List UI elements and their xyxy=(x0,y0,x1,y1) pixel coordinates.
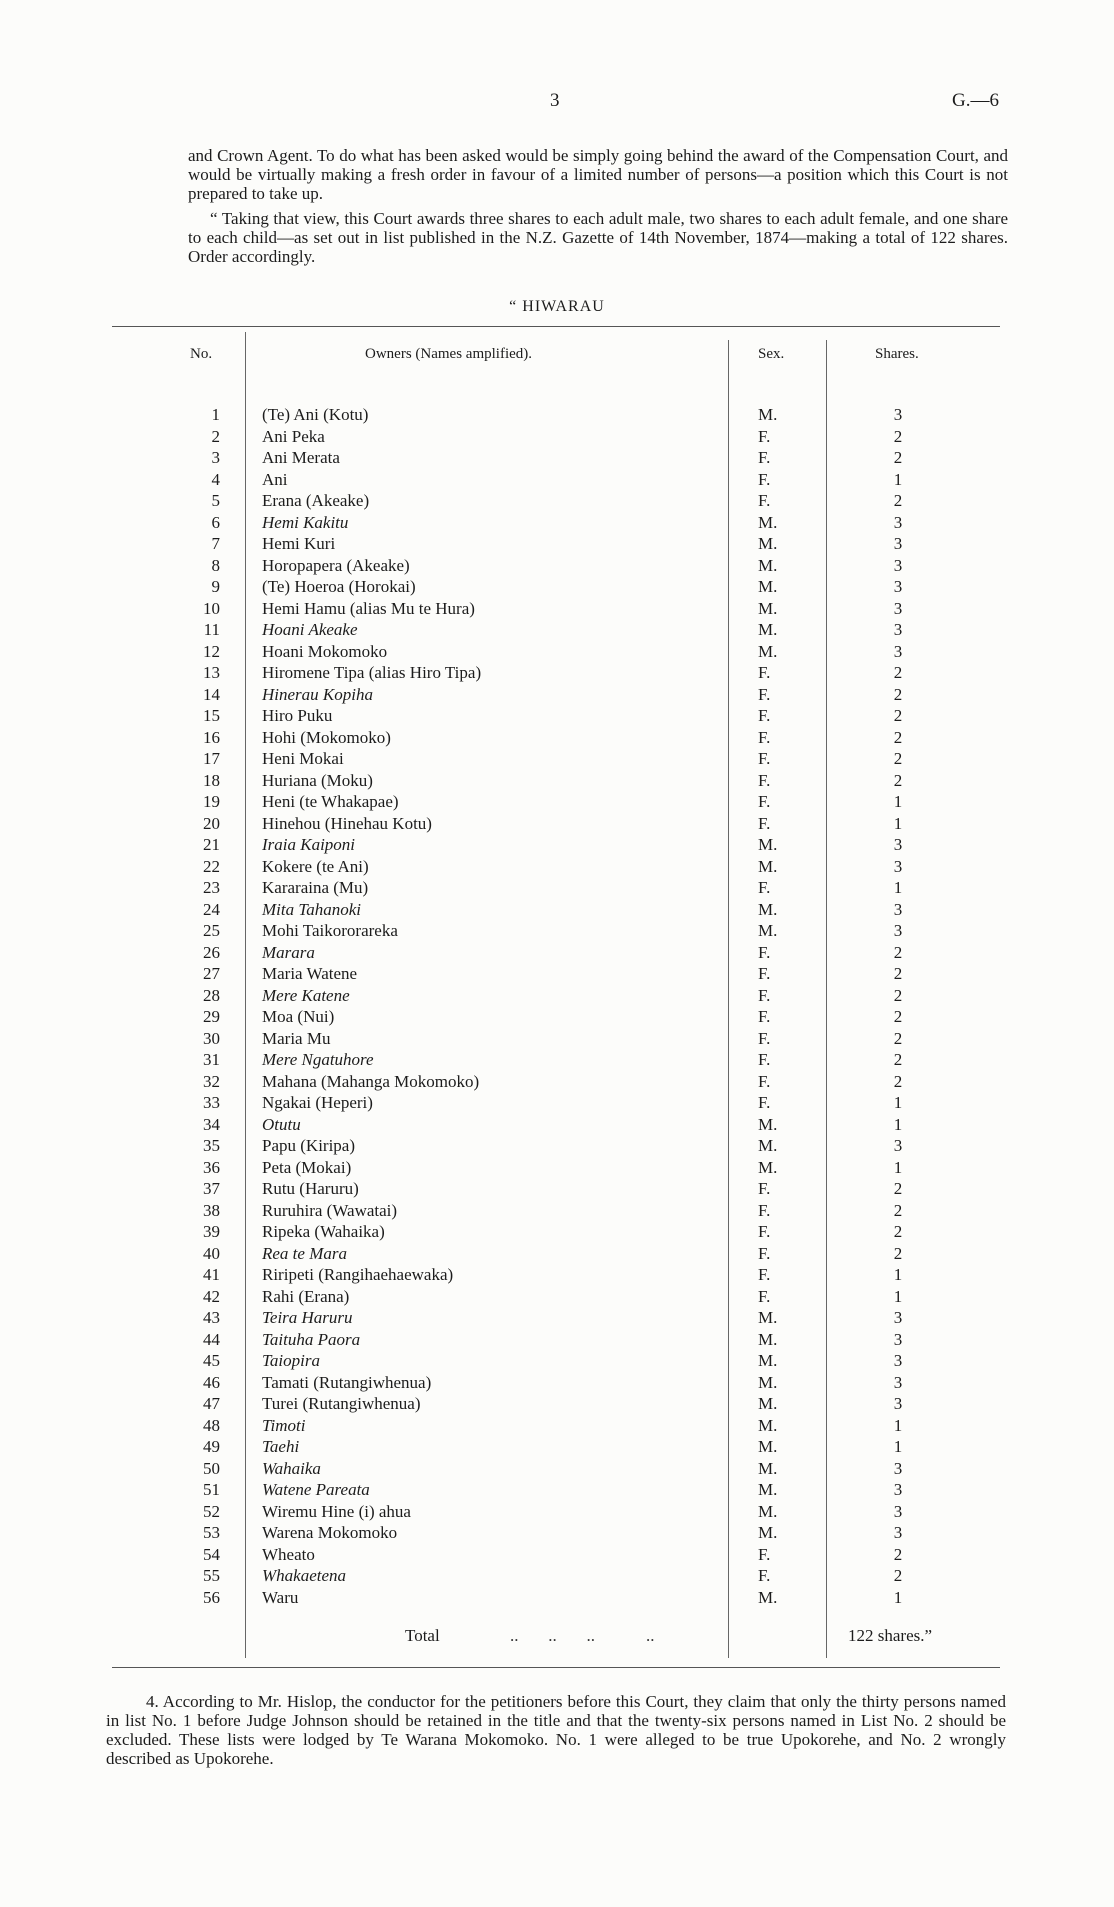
owner-shares: 1 xyxy=(893,1265,903,1284)
owner-name: Taehi xyxy=(262,1437,300,1456)
owner-name: Ani Merata xyxy=(262,448,340,467)
owner-shares: 3 xyxy=(893,577,903,596)
table-row xyxy=(0,1135,1114,1157)
table-row xyxy=(0,447,1114,469)
owner-shares: 1 xyxy=(893,813,903,833)
owner-shares: 2 xyxy=(893,663,903,682)
owner-name: Ngakai (Heperi) xyxy=(262,1093,373,1112)
owner-shares: 3 xyxy=(893,512,903,532)
owner-sex: F. xyxy=(758,448,771,467)
owner-sex: F. xyxy=(758,1050,771,1069)
row-number: 51 xyxy=(203,1480,220,1499)
owner-shares: 2 xyxy=(893,1071,903,1091)
owner-name: Wiremu Hine (i) ahua xyxy=(262,1501,411,1521)
owner-shares: 2 xyxy=(893,1566,903,1585)
table-row xyxy=(0,963,1114,985)
owner-shares: 3 xyxy=(893,1329,903,1349)
owner-name: Riripeti (Rangihaehaewaka) xyxy=(262,1265,454,1284)
table-row xyxy=(0,598,1114,620)
table-row xyxy=(0,662,1114,684)
table-row xyxy=(0,1178,1114,1200)
page-number: 3 xyxy=(550,90,560,111)
row-number: 39 xyxy=(203,1222,220,1241)
row-number: 29 xyxy=(203,1007,220,1026)
owner-shares: 3 xyxy=(893,1523,903,1542)
owner-name: Ripeka (Wahaika) xyxy=(262,1222,385,1241)
owner-shares: 2 xyxy=(893,727,903,747)
table-row xyxy=(0,1071,1114,1093)
owner-name: Rahi (Erana) xyxy=(262,1286,350,1306)
row-number: 34 xyxy=(203,1114,220,1134)
owner-sex: F. xyxy=(758,469,771,489)
header-sex: Sex. xyxy=(758,346,785,362)
owner-name: Taituha Paora xyxy=(262,1329,361,1349)
table-row xyxy=(0,1587,1114,1609)
table-row xyxy=(0,1393,1114,1415)
table-row xyxy=(0,1372,1114,1394)
document-reference: G.—6 xyxy=(952,90,999,111)
row-number: 22 xyxy=(203,856,220,876)
row-number: 20 xyxy=(203,813,220,833)
table-row xyxy=(0,684,1114,706)
owner-name: Mere Ngatuhore xyxy=(262,1050,374,1069)
owner-sex: M. xyxy=(758,1523,778,1542)
table-row xyxy=(0,985,1114,1007)
owner-shares: 3 xyxy=(893,405,903,424)
owner-name: (Te) Hoeroa (Horokai) xyxy=(262,577,416,596)
row-number: 41 xyxy=(203,1265,220,1284)
owner-name: Moa (Nui) xyxy=(262,1007,335,1026)
owner-sex: M. xyxy=(758,1308,778,1327)
owner-sex: F. xyxy=(758,426,771,446)
row-number: 36 xyxy=(203,1157,220,1177)
owner-sex: F. xyxy=(758,1265,771,1284)
row-number: 2 xyxy=(211,426,220,446)
owner-shares: 2 xyxy=(893,1222,903,1241)
table-row xyxy=(0,1329,1114,1351)
table-row xyxy=(0,1307,1114,1329)
table-row xyxy=(0,1200,1114,1222)
row-number: 9 xyxy=(211,577,220,596)
owner-sex: M. xyxy=(758,835,778,854)
row-number: 19 xyxy=(203,792,220,811)
owner-sex: F. xyxy=(758,792,771,811)
row-number: 48 xyxy=(203,1415,220,1435)
table-top-rule xyxy=(112,326,1000,327)
owners-table-body xyxy=(0,404,1114,1608)
owner-shares: 1 xyxy=(893,1415,903,1435)
owner-name: Whakaetena xyxy=(262,1566,347,1585)
table-row xyxy=(0,490,1114,512)
owner-name: Mahana (Mahanga Mokomoko) xyxy=(262,1071,480,1091)
owner-name: Wahaika xyxy=(262,1458,321,1478)
owner-name: Hoani Akeake xyxy=(262,620,358,639)
owner-shares: 3 xyxy=(893,835,903,854)
table-row xyxy=(0,1544,1114,1566)
row-number: 1 xyxy=(211,405,220,424)
owner-shares: 1 xyxy=(893,1587,903,1607)
row-number: 15 xyxy=(203,706,220,725)
owner-shares: 2 xyxy=(893,706,903,725)
row-number: 27 xyxy=(203,964,220,983)
table-row xyxy=(0,404,1114,426)
owner-name: Iraia Kaiponi xyxy=(262,835,356,854)
owner-shares: 1 xyxy=(893,469,903,489)
owner-shares: 1 xyxy=(893,878,903,897)
row-number: 42 xyxy=(203,1286,220,1306)
row-number: 40 xyxy=(203,1243,220,1263)
table-row xyxy=(0,555,1114,577)
owner-shares: 2 xyxy=(893,942,903,962)
row-number: 12 xyxy=(203,641,220,661)
owner-sex: M. xyxy=(758,1329,778,1349)
owner-shares: 2 xyxy=(893,1243,903,1263)
row-number: 50 xyxy=(203,1458,220,1478)
paragraph-3: 4. According to Mr. Hislop, the conductor for the petitioners before this Court, they claim that only the thirty persons named in list No. 1 before Judge Johnson should be retained in the title and that the twenty-six persons named in List No. 2 should be excluded. These lists were lodged by Te Warana Mokomoko. No. 1 were alleged to be true Upokorehe, and No. 2 wrongly described as Upokorehe. xyxy=(106,1692,1006,1768)
owner-sex: F. xyxy=(758,663,771,682)
row-number: 21 xyxy=(203,835,220,854)
owner-name: Heni Mokai xyxy=(262,749,344,768)
owner-shares: 2 xyxy=(893,749,903,768)
owner-shares: 3 xyxy=(893,1372,903,1392)
owner-sex: M. xyxy=(758,1157,778,1177)
owner-shares: 3 xyxy=(893,899,903,919)
owner-name: Mita Tahanoki xyxy=(262,899,362,919)
owner-shares: 1 xyxy=(893,792,903,811)
row-number: 18 xyxy=(203,770,220,790)
owner-sex: F. xyxy=(758,942,771,962)
owner-shares: 2 xyxy=(893,684,903,704)
row-number: 30 xyxy=(203,1028,220,1048)
owner-sex: M. xyxy=(758,1501,778,1521)
table-row xyxy=(0,1415,1114,1437)
owner-name: Waru xyxy=(262,1587,299,1607)
table-row xyxy=(0,748,1114,770)
owner-shares: 2 xyxy=(893,1200,903,1220)
owner-sex: F. xyxy=(758,1286,771,1306)
row-number: 44 xyxy=(203,1329,220,1349)
table-row xyxy=(0,705,1114,727)
row-number: 31 xyxy=(203,1050,220,1069)
owner-sex: M. xyxy=(758,405,778,424)
row-number: 49 xyxy=(203,1437,220,1456)
owner-shares: 2 xyxy=(893,985,903,1005)
owner-sex: F. xyxy=(758,1179,771,1198)
owner-name: Hiro Puku xyxy=(262,706,333,725)
owner-name: Hemi Kuri xyxy=(262,534,336,553)
table-row xyxy=(0,1157,1114,1179)
owner-shares: 3 xyxy=(893,641,903,661)
row-number: 16 xyxy=(203,727,220,747)
owner-shares: 3 xyxy=(893,1480,903,1499)
owner-shares: 1 xyxy=(893,1286,903,1306)
table-row xyxy=(0,1522,1114,1544)
row-number: 33 xyxy=(203,1093,220,1112)
row-number: 53 xyxy=(203,1523,220,1542)
row-number: 35 xyxy=(203,1136,220,1155)
owner-name: Papu (Kiripa) xyxy=(262,1136,356,1155)
owner-name: Kokere (te Ani) xyxy=(262,856,369,876)
row-number: 45 xyxy=(203,1351,220,1370)
owner-sex: M. xyxy=(758,921,778,940)
owner-shares: 2 xyxy=(893,1028,903,1048)
table-bottom-rule xyxy=(112,1667,1000,1668)
table-row xyxy=(0,770,1114,792)
owner-sex: F. xyxy=(758,985,771,1005)
owner-name: Otutu xyxy=(262,1114,301,1134)
owner-shares: 2 xyxy=(893,491,903,510)
owner-name: Turei (Rutangiwhenua) xyxy=(262,1394,421,1413)
owner-sex: M. xyxy=(758,1136,778,1155)
owner-name: Taiopira xyxy=(262,1351,320,1370)
table-row xyxy=(0,1243,1114,1265)
owner-shares: 3 xyxy=(893,1501,903,1521)
table-row xyxy=(0,899,1114,921)
owner-shares: 3 xyxy=(893,1308,903,1327)
row-number: 5 xyxy=(211,491,220,510)
owner-sex: F. xyxy=(758,770,771,790)
table-row xyxy=(0,512,1114,534)
row-number: 3 xyxy=(211,448,220,467)
owner-shares: 1 xyxy=(893,1093,903,1112)
table-row xyxy=(0,1006,1114,1028)
owner-sex: M. xyxy=(758,1458,778,1478)
owner-sex: F. xyxy=(758,1093,771,1112)
owner-name: Watene Pareata xyxy=(262,1480,370,1499)
owner-name: Heni (te Whakapae) xyxy=(262,792,399,811)
total-leader-dots: .. .. .. .. xyxy=(510,1626,655,1645)
owner-sex: M. xyxy=(758,577,778,596)
owner-name: Maria Watene xyxy=(262,964,358,983)
table-row xyxy=(0,1264,1114,1286)
table-row xyxy=(0,1028,1114,1050)
owner-name: Rea te Mara xyxy=(262,1243,347,1263)
owner-name: Timoti xyxy=(262,1415,306,1435)
owner-shares: 2 xyxy=(893,1050,903,1069)
owner-name: Hoani Mokomoko xyxy=(262,641,388,661)
row-number: 17 xyxy=(203,749,220,768)
row-number: 26 xyxy=(203,942,220,962)
owner-sex: M. xyxy=(758,1351,778,1370)
table-row xyxy=(0,877,1114,899)
owner-name: Warena Mokomoko xyxy=(262,1523,398,1542)
owner-shares: 1 xyxy=(893,1114,903,1134)
owner-name: Hinehou (Hinehau Kotu) xyxy=(262,813,432,833)
paragraph-2: “ Taking that view, this Court awards three shares to each adult male, two shares to each adult female, and one share to each child—as set out in list published in the N.Z. Gazette of 14th November, 1874—making a total of 122 shares. Order accordingly. xyxy=(188,209,1008,266)
row-number: 7 xyxy=(211,534,220,553)
owner-sex: F. xyxy=(758,727,771,747)
owner-sex: F. xyxy=(758,1222,771,1241)
row-number: 46 xyxy=(203,1372,220,1392)
owner-name: (Te) Ani (Kotu) xyxy=(262,405,369,424)
paragraph-1: and Crown Agent. To do what has been asked would be simply going behind the award of the Compensation Court, and would be virtually making a fresh order in favour of a limited number of persons—a position which this Court is not prepared to take up. xyxy=(188,146,1008,203)
owner-sex: M. xyxy=(758,512,778,532)
owner-shares: 3 xyxy=(893,598,903,618)
owner-sex: F. xyxy=(758,1028,771,1048)
owner-sex: M. xyxy=(758,534,778,553)
owner-shares: 2 xyxy=(893,1007,903,1026)
row-number: 10 xyxy=(203,598,220,618)
row-number: 43 xyxy=(203,1308,220,1327)
table-row xyxy=(0,727,1114,749)
owner-sex: M. xyxy=(758,1480,778,1499)
table-row xyxy=(0,1286,1114,1308)
row-number: 32 xyxy=(203,1071,220,1091)
owner-sex: F. xyxy=(758,1200,771,1220)
row-number: 47 xyxy=(203,1394,220,1413)
row-number: 38 xyxy=(203,1200,220,1220)
owner-shares: 2 xyxy=(893,964,903,983)
owner-name: Huriana (Moku) xyxy=(262,770,373,790)
row-number: 54 xyxy=(203,1544,220,1564)
owner-shares: 3 xyxy=(893,856,903,876)
owner-sex: M. xyxy=(758,856,778,876)
owner-sex: M. xyxy=(758,1587,778,1607)
owner-shares: 3 xyxy=(893,921,903,940)
table-row xyxy=(0,1049,1114,1071)
table-row xyxy=(0,1350,1114,1372)
owner-sex: M. xyxy=(758,1372,778,1392)
owner-shares: 2 xyxy=(893,1544,903,1564)
table-row xyxy=(0,856,1114,878)
row-number: 24 xyxy=(203,899,220,919)
owner-name: Ani Peka xyxy=(262,426,325,446)
owner-name: Marara xyxy=(262,942,315,962)
owner-sex: F. xyxy=(758,1243,771,1263)
owner-name: Ani xyxy=(262,469,288,489)
row-number: 52 xyxy=(203,1501,220,1521)
owner-name: Tamati (Rutangiwhenua) xyxy=(262,1372,432,1392)
row-number: 13 xyxy=(203,663,220,682)
owner-name: Ruruhira (Wawatai) xyxy=(262,1200,398,1220)
owner-name: Maria Mu xyxy=(262,1028,331,1048)
total-label: Total xyxy=(405,1626,440,1645)
owner-sex: F. xyxy=(758,749,771,768)
row-number: 55 xyxy=(203,1566,220,1585)
total-value: 122 shares.” xyxy=(848,1626,933,1645)
table-title: “ HIWARAU xyxy=(509,298,605,315)
table-row xyxy=(0,1479,1114,1501)
owner-shares: 3 xyxy=(893,1136,903,1155)
owner-name: Mere Katene xyxy=(262,985,350,1005)
owner-name: Teira Haruru xyxy=(262,1308,353,1327)
owner-sex: F. xyxy=(758,684,771,704)
table-row xyxy=(0,1114,1114,1136)
table-row xyxy=(0,576,1114,598)
owner-shares: 1 xyxy=(893,1157,903,1177)
row-number: 37 xyxy=(203,1179,220,1198)
owner-sex: M. xyxy=(758,641,778,661)
owner-name: Hiromene Tipa (alias Hiro Tipa) xyxy=(262,663,482,682)
table-row xyxy=(0,619,1114,641)
owner-name: Hohi (Mokomoko) xyxy=(262,727,391,747)
owner-sex: F. xyxy=(758,1071,771,1091)
owner-sex: M. xyxy=(758,899,778,919)
owner-shares: 3 xyxy=(893,1458,903,1478)
owner-name: Hemi Kakitu xyxy=(262,512,349,532)
owner-sex: F. xyxy=(758,878,771,897)
row-number: 11 xyxy=(203,620,220,639)
owner-name: Erana (Akeake) xyxy=(262,491,370,510)
owner-sex: F. xyxy=(758,1007,771,1026)
owner-sex: M. xyxy=(758,1437,778,1456)
owner-name: Horopapera (Akeake) xyxy=(262,555,410,575)
table-row xyxy=(0,1565,1114,1587)
table-row xyxy=(0,791,1114,813)
row-number: 6 xyxy=(211,512,220,532)
owner-sex: F. xyxy=(758,1566,771,1585)
table-row xyxy=(0,834,1114,856)
owner-shares: 1 xyxy=(893,1437,903,1456)
owner-sex: M. xyxy=(758,1415,778,1435)
owner-sex: M. xyxy=(758,620,778,639)
owner-shares: 3 xyxy=(893,620,903,639)
owner-sex: M. xyxy=(758,1394,778,1413)
table-row xyxy=(0,1436,1114,1458)
table-row xyxy=(0,813,1114,835)
table-row xyxy=(0,641,1114,663)
owner-shares: 2 xyxy=(893,770,903,790)
row-number: 56 xyxy=(203,1587,220,1607)
owner-sex: F. xyxy=(758,813,771,833)
owner-sex: M. xyxy=(758,598,778,618)
owner-sex: F. xyxy=(758,491,771,510)
row-number: 23 xyxy=(203,878,220,897)
header-owners: Owners (Names amplified). xyxy=(365,346,533,362)
owner-shares: 3 xyxy=(893,1351,903,1370)
owner-name: Rutu (Haruru) xyxy=(262,1179,359,1198)
table-row xyxy=(0,942,1114,964)
owner-name: Hemi Hamu (alias Mu te Hura) xyxy=(262,598,475,618)
row-number: 14 xyxy=(203,684,220,704)
owner-shares: 2 xyxy=(893,1179,903,1198)
table-row xyxy=(0,1092,1114,1114)
table-row xyxy=(0,1501,1114,1523)
table-row xyxy=(0,469,1114,491)
owner-sex: F. xyxy=(758,706,771,725)
owner-name: Peta (Mokai) xyxy=(262,1157,352,1177)
owner-shares: 3 xyxy=(893,534,903,553)
row-number: 28 xyxy=(203,985,220,1005)
owner-sex: M. xyxy=(758,1114,778,1134)
owner-sex: F. xyxy=(758,1544,771,1564)
table-row xyxy=(0,426,1114,448)
header-no: No. xyxy=(190,346,213,362)
owner-shares: 3 xyxy=(893,1394,903,1413)
header-shares: Shares. xyxy=(875,346,919,362)
owner-sex: M. xyxy=(758,555,778,575)
row-number: 4 xyxy=(211,469,220,489)
table-row xyxy=(0,1458,1114,1480)
owner-name: Wheato xyxy=(262,1544,315,1564)
row-number: 8 xyxy=(211,555,220,575)
owner-name: Mohi Taikororareka xyxy=(262,921,398,940)
owner-sex: F. xyxy=(758,964,771,983)
table-row xyxy=(0,533,1114,555)
owner-name: Hinerau Kopiha xyxy=(262,684,373,704)
row-number: 25 xyxy=(203,921,220,940)
owner-name: Kararaina (Mu) xyxy=(262,878,369,897)
owner-shares: 2 xyxy=(893,426,903,446)
owner-shares: 3 xyxy=(893,555,903,575)
table-row xyxy=(0,1221,1114,1243)
owner-shares: 2 xyxy=(893,448,903,467)
table-row xyxy=(0,920,1114,942)
